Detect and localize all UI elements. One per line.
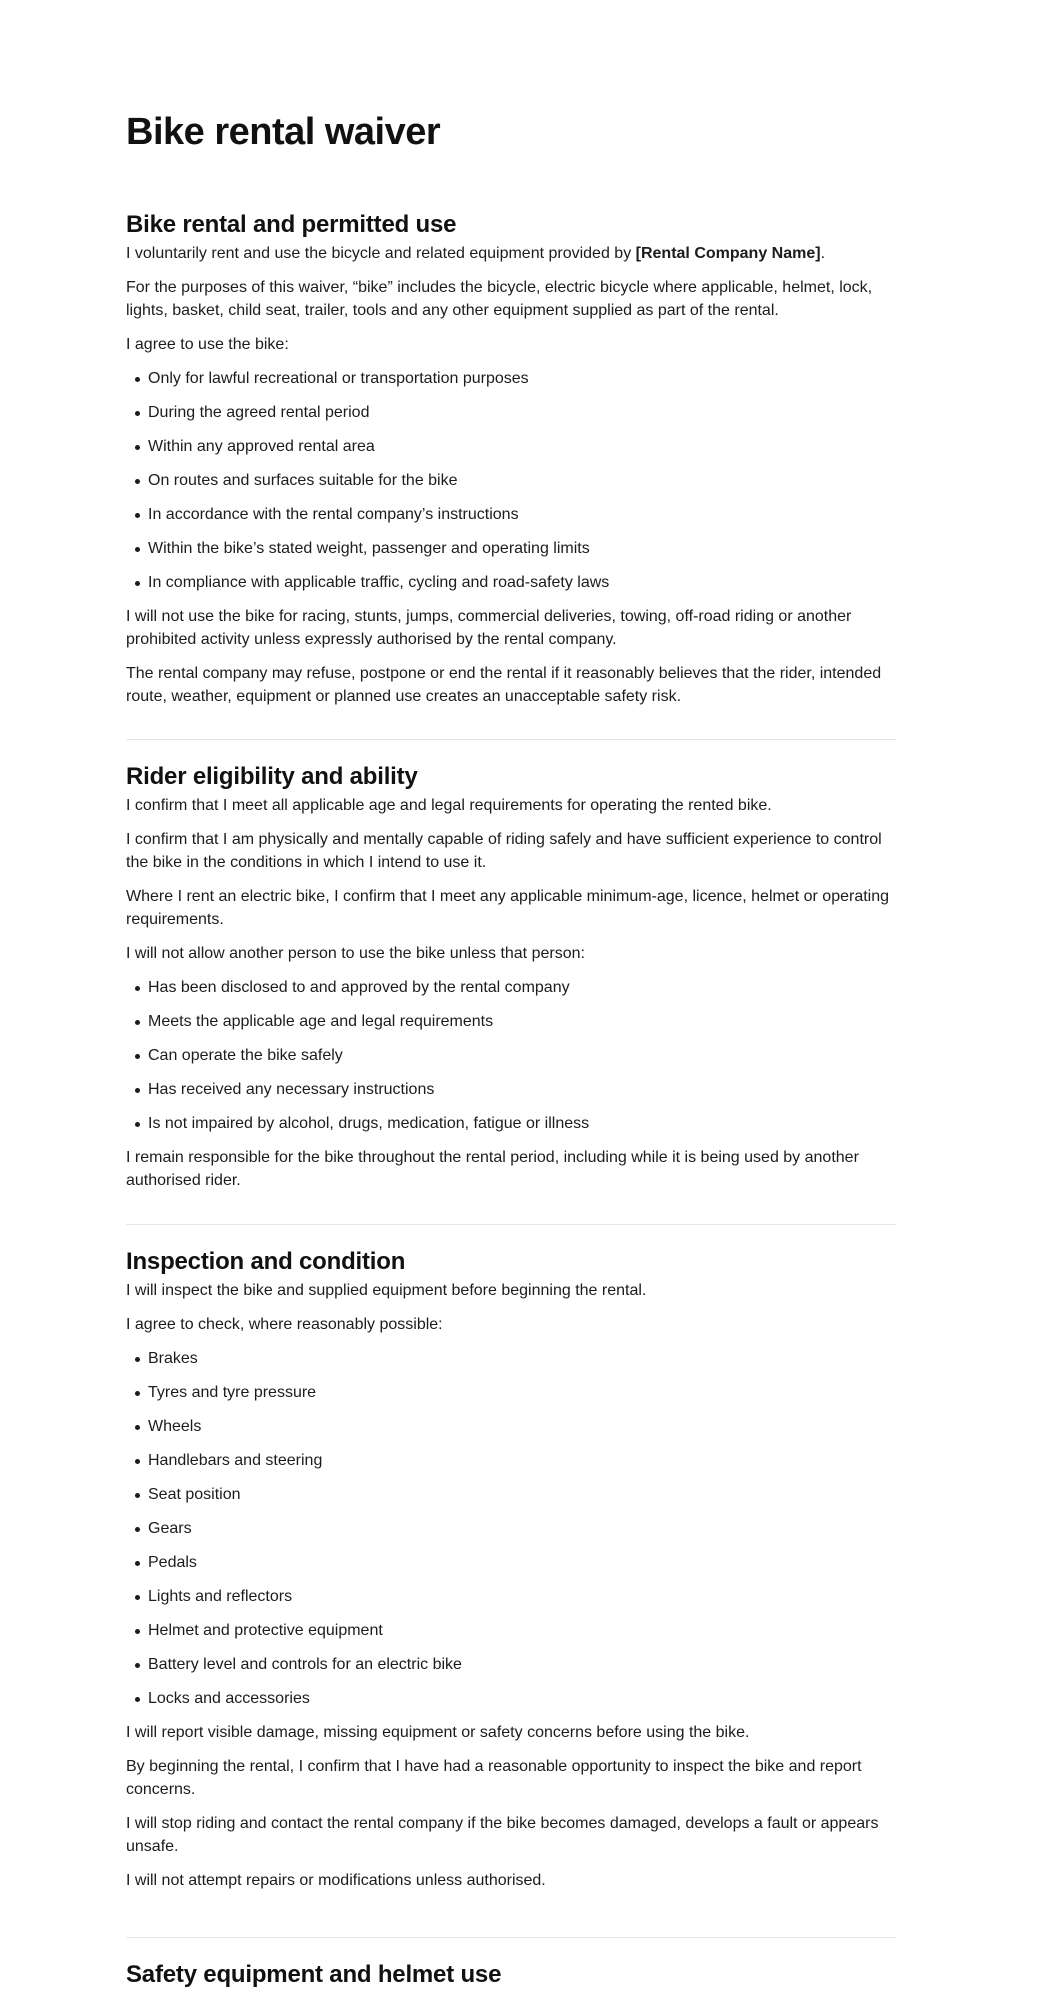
- section-paragraph: I will not attempt repairs or modifications unless authorised.: [126, 1872, 546, 1889]
- section-paragraph: I confirm that I meet all applicable age and legal requirements for operating the rented bike.: [126, 797, 772, 814]
- list-item: Seat position: [126, 1483, 896, 1506]
- section-permitted-use: [126, 208, 896, 719]
- section-safety-equipment: [126, 1958, 896, 1992]
- section-paragraph: I agree to check, where reasonably possible:: [126, 1316, 443, 1333]
- list-item: Brakes: [126, 1347, 896, 1370]
- section-paragraph: I confirm that I am physically and mentally capable of riding safely and have sufficient experience to control the bike in the conditions in which I intend to use it.: [126, 831, 882, 871]
- rider-requirements-list: [126, 976, 896, 1135]
- section-heading: Inspection and condition: [126, 1248, 406, 1275]
- section-paragraph: By beginning the rental, I confirm that I have had a reasonable opportunity to inspect the bike and report concerns.: [126, 1758, 862, 1798]
- list-item: Locks and accessories: [126, 1687, 896, 1710]
- section-paragraph: I will report visible damage, missing equipment or safety concerns before using the bike.: [126, 1724, 750, 1741]
- section-rider-eligibility: [126, 760, 896, 1203]
- section-heading: Bike rental and permitted use: [126, 211, 457, 238]
- list-item: Pedals: [126, 1551, 896, 1574]
- section-paragraph: I will stop riding and contact the rental company if the bike becomes damaged, develops a fault or appears unsafe.: [126, 1815, 879, 1855]
- section-paragraph: Where I rent an electric bike, I confirm that I meet any applicable minimum-age, licence, helmet or operating requirements.: [126, 888, 890, 928]
- company-name-placeholder: [Rental Company Name]: [635, 245, 821, 262]
- section-paragraph: [126, 242, 896, 265]
- list-item: Tyres and tyre pressure: [126, 1381, 896, 1404]
- inspection-checklist: [126, 1347, 896, 1710]
- list-item: Can operate the bike safely: [126, 1044, 896, 1067]
- section-paragraph: I will not allow another person to use the bike unless that person:: [126, 945, 585, 962]
- permitted-use-list: [126, 367, 896, 594]
- list-item: During the agreed rental period: [126, 401, 896, 424]
- list-item: Has been disclosed to and approved by the rental company: [126, 976, 896, 999]
- list-item: Gears: [126, 1517, 896, 1540]
- list-item: Only for lawful recreational or transportation purposes: [126, 367, 896, 390]
- intro-suffix: .: [820, 245, 826, 262]
- section-paragraph: I remain responsible for the bike throughout the rental period, including while it is being used by another authorised rider.: [126, 1149, 859, 1189]
- section-inspection-condition: [126, 1245, 896, 1903]
- section-divider: [126, 1937, 896, 1938]
- list-item: In accordance with the rental company’s instructions: [126, 503, 896, 526]
- list-item: Meets the applicable age and legal requirements: [126, 1010, 896, 1033]
- list-item: Battery level and controls for an electric bike: [126, 1653, 896, 1676]
- section-paragraph: The rental company may refuse, postpone or end the rental if it reasonably believes that the rider, intended route, weather, equipment or planned use creates an unacceptable safety risk.: [126, 665, 882, 705]
- list-item: Lights and reflectors: [126, 1585, 896, 1608]
- section-heading: Rider eligibility and ability: [126, 763, 418, 790]
- section-heading: Safety equipment and helmet use: [126, 1961, 502, 1988]
- list-item: Handlebars and steering: [126, 1449, 896, 1472]
- list-item: Helmet and protective equipment: [126, 1619, 896, 1642]
- list-item: Within the bike’s stated weight, passenger and operating limits: [126, 537, 896, 560]
- list-item: Wheels: [126, 1415, 896, 1438]
- document-title: Bike rental waiver: [126, 111, 441, 153]
- section-paragraph: I will not use the bike for racing, stunts, jumps, commercial deliveries, towing, off-road riding or another prohibited activity unless expressly authorised by the rental company.: [126, 608, 852, 648]
- section-divider: [126, 739, 896, 740]
- section-paragraph: I agree to use the bike:: [126, 336, 289, 353]
- intro-text: I voluntarily rent and use the bicycle and related equipment provided by: [126, 245, 636, 262]
- list-item: In compliance with applicable traffic, cycling and road-safety laws: [126, 571, 896, 594]
- list-item: On routes and surfaces suitable for the bike: [126, 469, 896, 492]
- list-item: Within any approved rental area: [126, 435, 896, 458]
- section-paragraph: For the purposes of this waiver, “bike” includes the bicycle, electric bicycle where applicable, helmet, lock, lights, basket, child seat, trailer, tools and any other equipment supplied as part of the rental.: [126, 279, 873, 319]
- section-divider: [126, 1224, 896, 1225]
- section-paragraph: I will inspect the bike and supplied equipment before beginning the rental.: [126, 1282, 647, 1299]
- list-item: Has received any necessary instructions: [126, 1078, 896, 1101]
- list-item: Is not impaired by alcohol, drugs, medication, fatigue or illness: [126, 1112, 896, 1135]
